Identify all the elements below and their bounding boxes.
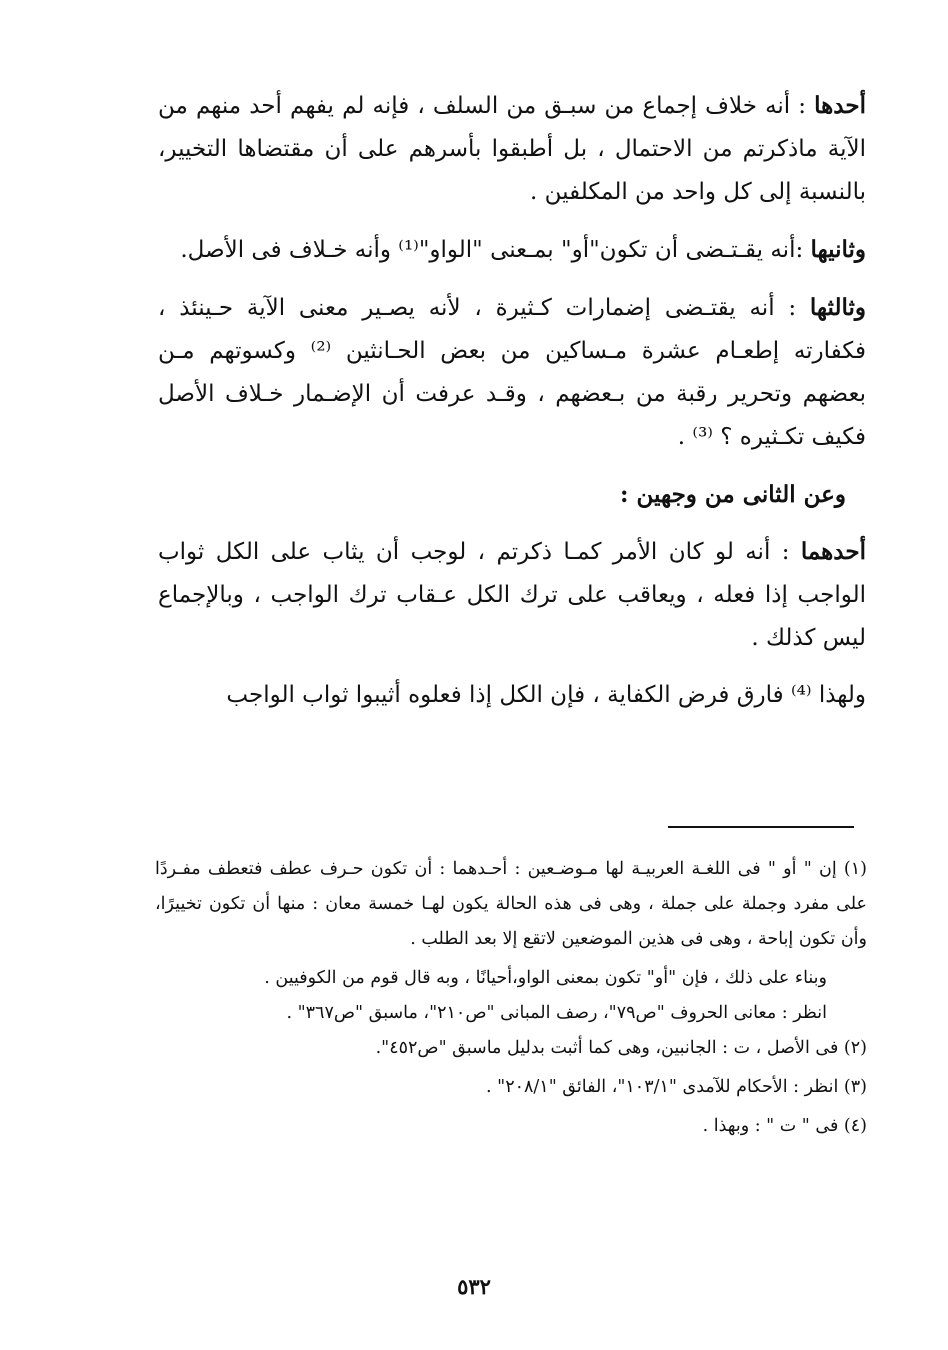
paragraph-lead: أحدهما [800,538,866,565]
paragraph-lead: وثالثها [809,294,866,321]
footnote-4: (٤) فى " ت " : وبهذا . [702,1116,867,1136]
paragraph-body: : أنه يقتـضى إضمارات كـثيرة ، لأنه يصـير معنى الآية حـينئذ ، فكفارته إطعـام عشرة مـساكين من بعض الحـانثين ⁽²⁾ وكسوتهم مـن بعضهم وتحرير رقبة من بـعضهم ، وقـد عرفت أن الإضـمار خـلاف الأصل فكيف تكـثيره ؟ ⁽³⁾ . [158,295,867,450]
footnote-3: (٣) انظر : الأحكام للآمدى "١٠٣/١"، الفائق "٢٠٨/١" . [486,1077,867,1097]
footnote-1: (١) إن " أو " فى اللغـة العربيـة لها مـوضـعين : أحـدهما : أن تكون حـرف عطف فتعطف مفـردًا على مفرد وجملة على جملة ، وهى فى هذه الحالة يكون لهـا خمسة معان : منها أن تكون تخييرًا، وأن تكون إباحة ، وهى فى هذين الموضعين لاتقع إلا بعد الطلب . [155,859,867,949]
paragraph-body: : أنه لو كان الأمر كمـا ذكرتم ، لوجب أن يثاب على الكل ثواب الواجب إذا فعله ، ويعاقب على ترك الكل عـقاب ترك الواجب ، وبالإجماع ليس كذلك . [158,539,866,651]
footnote-1-references: انظر : معانى الحروف "ص٧٩"، رصف المبانى "ص٢١٠"، ماسبق "ص٣٦٧" . [286,1003,827,1023]
paragraph-lead: وثانيها [810,236,866,263]
paragraph-body: :أنه يقـتـضى أن تكون"أو" بمـعنى "الواو"⁽¹⁾ وأنه خـلاف فى الأصل. [180,237,811,263]
footnote-2: (٢) فى الأصل ، ت : الجانبين، وهى كما أثبت بدليل ماسبق "ص٤٥٢". [375,1038,867,1058]
paragraph-second-reason [158,228,866,272]
paragraph-first-reason [158,84,866,214]
footnote-1-continuation: وبناء على ذلك ، فإن "أو" تكون بمعنى الواو،أحيانًا ، وبه قال قوم من الكوفيين . [264,968,827,988]
paragraph-body: : أنه خلاف إجماع من سبـق من السلف ، فإنه لم يفهم أحد منهم من الآية ماذكرتم من الاحتمال ، بل أطبقوا بأسرهم على أن مقتضاها التخيير، بالنسبة إلى كل واحد من المكلفين . [158,93,866,205]
footnotes [155,852,867,1148]
main-text [158,84,866,731]
footnote-separator [668,826,854,828]
paragraph-first-answer [158,530,866,660]
paragraph-third-reason [158,286,866,459]
page-number: ٥٣٢ [457,1274,491,1299]
paragraph-continuation: ولهذا ⁽⁴⁾ فارق فرض الكفاية ، فإن الكل إذا فعلوه أثيبوا ثواب الواجب [226,682,866,708]
section-heading: وعن الثانى من وجهين : [620,481,846,508]
paragraph-lead: أحدها [814,92,866,119]
